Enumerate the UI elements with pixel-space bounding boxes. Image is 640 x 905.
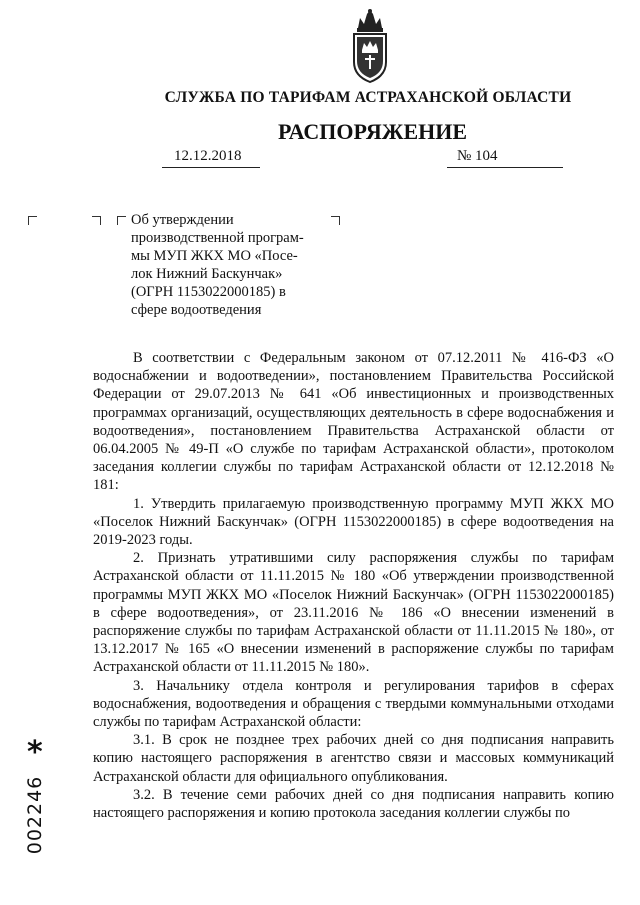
- document-type-title: РАСПОРЯЖЕНИЕ: [277, 119, 468, 144]
- subject-bracket-top-left-inner: [117, 216, 126, 225]
- subject-line: лок Нижний Баскунчак»: [131, 266, 283, 282]
- subject-line: мы МУП ЖКХ МО «Посе-: [131, 248, 298, 264]
- preamble-paragraph: В соответствии с Федеральным законом от 07.12.2011 № 416-ФЗ «О водоснабжении и водоотведении», постановлением Правительства Российской Федерации от 29.07.2013 № 641 «Об инвестиционных и производственных программах организаций, осуществляющих деятельность в сфере водоснабжения и водоотведения», постановлением Правительства Астраханской области от 06.04.2005 № 49-П «О службе по тарифам Астраханской области», протоколом заседания коллегии службы по тарифам Астраханской области от 12.12.2018 № 181:: [93, 350, 614, 494]
- document-body: [93, 349, 614, 822]
- clause-3-1-paragraph: 3.1. В срок не позднее трех рабочих дней со дня подписания направить копию настоящего распоряжения в агентство связи и массовых коммуникаций Астраханской области для официального опубликования.: [93, 732, 614, 785]
- subject-line: производственной програм-: [131, 230, 304, 246]
- date-underline: [162, 167, 260, 168]
- subject-line: Об утверждении: [131, 212, 234, 228]
- document-date: 12.12.2018: [174, 148, 242, 164]
- clause-2-paragraph: 2. Признать утратившими силу распоряжения службы по тарифам Астраханской области от 11.11.2015 № 180 «Об утверждении производственной программы МУП ЖКХ МО «Поселок Нижний Баскунчак» (ОГРН 1153022000185) в сфере водоотведения», от 23.11.2016 № 186 «О внесении изменений в распоряжение службы по тарифам Астраханской области от 11.11.2015 № 180», от 13.12.2017 № 165 «О внесении изменений в распоряжение службы по тарифам Астраханской области от 11.11.2015 № 180».: [93, 550, 614, 676]
- margin-stamp-number: [19, 775, 51, 855]
- subject-line: сфере водоотведения: [131, 302, 262, 318]
- clause-1-paragraph: 1. Утвердить прилагаемую производственную программу МУП ЖКХ МО «Поселок Нижний Баскунчак» (ОГРН 1153022000185) в сфере водоотведения на 2019-2023 годы.: [93, 495, 614, 549]
- number-underline: [447, 167, 563, 168]
- subject-bracket-top-right: [92, 216, 101, 225]
- coat-of-arms-emblem: [348, 8, 392, 84]
- document-subject: [131, 211, 318, 319]
- subject-bracket-top-left: [28, 216, 37, 225]
- clause-3-2-paragraph: 3.2. В течение семи рабочих дней со дня подписания направить копию настоящего распоряжения и копию протокола заседания коллегии службы по: [93, 786, 614, 822]
- clause-3-paragraph: 3. Начальнику отдела контроля и регулирования тарифов в сферах водоснабжения, водоотведения и обращения с твердыми коммунальными отходами службы по тарифам Астраханской области:: [93, 677, 614, 731]
- document-number: № 104: [457, 148, 498, 164]
- subject-bracket-top-right-outer: [331, 216, 340, 225]
- agency-name: СЛУЖБА ПО ТАРИФАМ АСТРАХАНСКОЙ ОБЛАСТИ: [164, 89, 572, 106]
- subject-line: (ОГРН 1153022000185) в: [131, 284, 286, 300]
- margin-star-mark: *: [27, 735, 43, 770]
- stamp-number-text: 002246: [24, 775, 46, 855]
